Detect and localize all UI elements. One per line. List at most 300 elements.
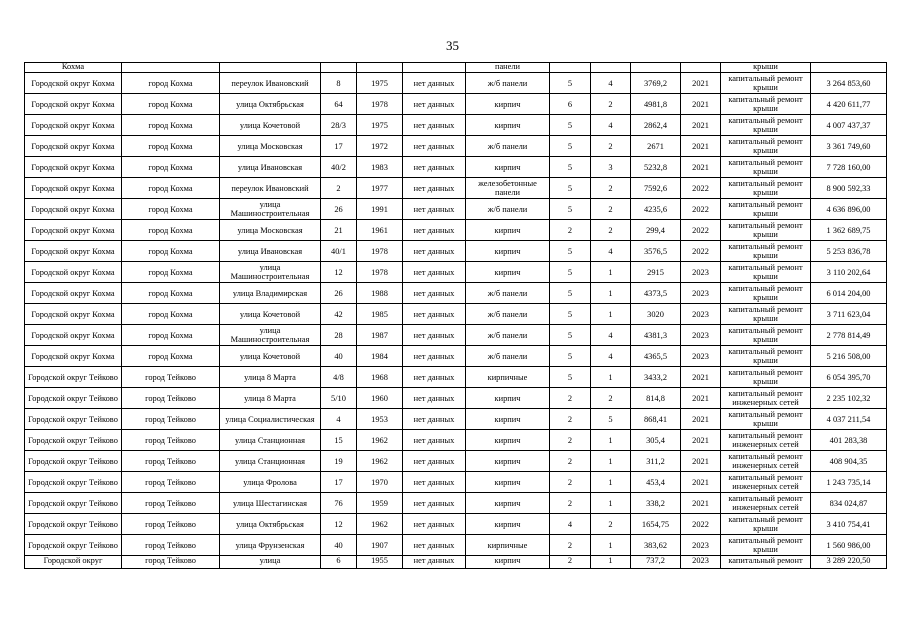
cell-street: улица Машиностроительная — [220, 325, 321, 346]
cell-municipality: Городской округ Кохма — [25, 136, 122, 157]
cell-street: улица Владимирская — [220, 283, 321, 304]
table-row — [25, 472, 887, 493]
cell-street: улица Шестагинская — [220, 493, 321, 514]
cell-settlement: город Кохма — [122, 241, 220, 262]
cell-entrances: 2 — [591, 94, 631, 115]
cell-repair-year: 2023 — [681, 262, 721, 283]
cell-wall-material: железобетонные панели — [466, 178, 550, 199]
cell-wall-material: ж/б панели — [466, 73, 550, 94]
cell-cost: 5 253 836,78 — [811, 241, 887, 262]
cell-work-type: капитальный ремонт крыши — [721, 73, 811, 94]
cell-work-type: капитальный ремонт крыши — [721, 535, 811, 556]
cell-year-built: 1988 — [357, 283, 403, 304]
cell-cost: 1 362 689,75 — [811, 220, 887, 241]
cell-cost: 6 014 204,00 — [811, 283, 887, 304]
cell-house-number: 40 — [321, 535, 357, 556]
cell-house-number — [321, 63, 357, 73]
cell-settlement: город Тейково — [122, 472, 220, 493]
table-row — [25, 63, 887, 73]
cell-settlement: город Кохма — [122, 304, 220, 325]
cell-street: улица Машиностроительная — [220, 199, 321, 220]
cell-street: улица Кочетовой — [220, 304, 321, 325]
cell-area: 2915 — [631, 262, 681, 283]
cell-work-type: капитальный ремонт крыши — [721, 304, 811, 325]
cell-info-status: нет данных — [403, 493, 466, 514]
cell-repair-year: 2021 — [681, 157, 721, 178]
table-row — [25, 535, 887, 556]
cell-floors: 2 — [550, 220, 591, 241]
cell-street: улица 8 Марта — [220, 388, 321, 409]
cell-house-number: 17 — [321, 136, 357, 157]
cell-work-type: капитальный ремонт крыши — [721, 325, 811, 346]
cell-year-built — [357, 63, 403, 73]
cell-info-status: нет данных — [403, 241, 466, 262]
cell-year-built: 1961 — [357, 220, 403, 241]
cell-work-type: капитальный ремонт крыши — [721, 514, 811, 535]
cell-cost: 4 037 211,54 — [811, 409, 887, 430]
cell-floors: 5 — [550, 199, 591, 220]
cell-cost: 2 778 814,49 — [811, 325, 887, 346]
cell-floors: 2 — [550, 493, 591, 514]
cell-cost — [811, 63, 887, 73]
cell-municipality: Городской округ Кохма — [25, 262, 122, 283]
cell-house-number: 26 — [321, 283, 357, 304]
cell-entrances: 4 — [591, 346, 631, 367]
cell-info-status: нет данных — [403, 472, 466, 493]
cell-area: 868,41 — [631, 409, 681, 430]
cell-floors: 6 — [550, 94, 591, 115]
cell-municipality: Городской округ Тейково — [25, 388, 122, 409]
cell-wall-material: кирпич — [466, 115, 550, 136]
cell-entrances: 1 — [591, 304, 631, 325]
cell-repair-year: 2023 — [681, 535, 721, 556]
cell-year-built: 1991 — [357, 199, 403, 220]
cell-repair-year: 2022 — [681, 514, 721, 535]
cell-wall-material: панели — [466, 63, 550, 73]
cell-info-status: нет данных — [403, 199, 466, 220]
cell-year-built: 1960 — [357, 388, 403, 409]
cell-settlement: город Тейково — [122, 430, 220, 451]
cell-settlement: город Тейково — [122, 514, 220, 535]
cell-municipality: Городской округ Кохма — [25, 346, 122, 367]
cell-floors — [550, 63, 591, 73]
cell-floors: 5 — [550, 367, 591, 388]
table-row — [25, 346, 887, 367]
cell-entrances: 4 — [591, 115, 631, 136]
cell-wall-material: ж/б панели — [466, 346, 550, 367]
cell-work-type: капитальный ремонт инженерных сетей — [721, 388, 811, 409]
cell-entrances: 1 — [591, 556, 631, 569]
cell-floors: 5 — [550, 325, 591, 346]
cell-area: 1654,75 — [631, 514, 681, 535]
cell-floors: 5 — [550, 157, 591, 178]
cell-year-built: 1985 — [357, 304, 403, 325]
cell-wall-material: кирпич — [466, 94, 550, 115]
cell-repair-year: 2021 — [681, 73, 721, 94]
cell-area: 3576,5 — [631, 241, 681, 262]
cell-entrances: 2 — [591, 136, 631, 157]
cell-municipality: Городской округ Тейково — [25, 493, 122, 514]
cell-floors: 2 — [550, 409, 591, 430]
cell-area: 4235,6 — [631, 199, 681, 220]
cell-entrances: 2 — [591, 178, 631, 199]
cell-info-status: нет данных — [403, 157, 466, 178]
cell-repair-year: 2021 — [681, 367, 721, 388]
cell-area: 311,2 — [631, 451, 681, 472]
cell-wall-material: кирпич — [466, 472, 550, 493]
cell-work-type: капитальный ремонт крыши — [721, 220, 811, 241]
cell-work-type: капитальный ремонт инженерных сетей — [721, 451, 811, 472]
cell-street: улица Кочетовой — [220, 115, 321, 136]
cell-settlement: город Кохма — [122, 73, 220, 94]
cell-info-status: нет данных — [403, 514, 466, 535]
cell-settlement: город Тейково — [122, 409, 220, 430]
cell-work-type: капитальный ремонт крыши — [721, 262, 811, 283]
cell-floors: 4 — [550, 514, 591, 535]
cell-repair-year: 2022 — [681, 178, 721, 199]
cell-wall-material: кирпич — [466, 451, 550, 472]
cell-floors: 5 — [550, 241, 591, 262]
cell-work-type: капитальный ремонт крыши — [721, 136, 811, 157]
cell-entrances: 4 — [591, 73, 631, 94]
cell-entrances: 3 — [591, 157, 631, 178]
cell-house-number: 40/2 — [321, 157, 357, 178]
cell-settlement: город Тейково — [122, 535, 220, 556]
cell-house-number: 21 — [321, 220, 357, 241]
cell-wall-material: кирпич — [466, 409, 550, 430]
cell-floors: 2 — [550, 556, 591, 569]
cell-settlement: город Кохма — [122, 157, 220, 178]
cell-house-number: 4 — [321, 409, 357, 430]
cell-settlement: город Кохма — [122, 346, 220, 367]
table-row — [25, 94, 887, 115]
table-row — [25, 451, 887, 472]
cell-house-number: 40/1 — [321, 241, 357, 262]
cell-repair-year: 2022 — [681, 241, 721, 262]
cell-street: улица Московская — [220, 136, 321, 157]
cell-municipality: Городской округ Кохма — [25, 178, 122, 199]
cell-municipality: Городской округ Кохма — [25, 115, 122, 136]
cell-year-built: 1953 — [357, 409, 403, 430]
cell-cost: 3 110 202,64 — [811, 262, 887, 283]
cell-work-type: крыши — [721, 63, 811, 73]
cell-wall-material: кирпич — [466, 241, 550, 262]
cell-street: улица Кочетовой — [220, 346, 321, 367]
cell-repair-year — [681, 63, 721, 73]
cell-repair-year: 2021 — [681, 430, 721, 451]
cell-wall-material: кирпичные — [466, 367, 550, 388]
cell-area: 338,2 — [631, 493, 681, 514]
cell-street: улица Московская — [220, 220, 321, 241]
cell-settlement: город Кохма — [122, 325, 220, 346]
cell-settlement: город Тейково — [122, 493, 220, 514]
cell-municipality: Городской округ Тейково — [25, 514, 122, 535]
cell-house-number: 28/3 — [321, 115, 357, 136]
cell-house-number: 12 — [321, 262, 357, 283]
cell-work-type: капитальный ремонт крыши — [721, 199, 811, 220]
cell-year-built: 1962 — [357, 430, 403, 451]
cell-work-type: капитальный ремонт крыши — [721, 115, 811, 136]
cell-info-status: нет данных — [403, 367, 466, 388]
cell-cost: 3 711 623,04 — [811, 304, 887, 325]
cell-info-status: нет данных — [403, 430, 466, 451]
cell-floors: 5 — [550, 115, 591, 136]
cell-settlement: город Кохма — [122, 94, 220, 115]
table-row — [25, 262, 887, 283]
cell-cost: 1 560 986,00 — [811, 535, 887, 556]
cell-wall-material: ж/б панели — [466, 136, 550, 157]
cell-wall-material: кирпич — [466, 262, 550, 283]
cell-entrances: 1 — [591, 535, 631, 556]
cell-area: 3433,2 — [631, 367, 681, 388]
cell-wall-material: кирпич — [466, 388, 550, 409]
cell-house-number: 64 — [321, 94, 357, 115]
cell-year-built: 1968 — [357, 367, 403, 388]
cell-area: 2862,4 — [631, 115, 681, 136]
cell-repair-year: 2021 — [681, 409, 721, 430]
cell-entrances: 2 — [591, 514, 631, 535]
cell-entrances: 1 — [591, 262, 631, 283]
cell-floors: 5 — [550, 346, 591, 367]
cell-settlement: город Кохма — [122, 178, 220, 199]
cell-info-status — [403, 63, 466, 73]
cell-house-number: 28 — [321, 325, 357, 346]
cell-repair-year: 2021 — [681, 388, 721, 409]
cell-cost: 4 636 896,00 — [811, 199, 887, 220]
table-row — [25, 241, 887, 262]
table-row — [25, 388, 887, 409]
table-row — [25, 430, 887, 451]
cell-work-type: капитальный ремонт крыши — [721, 346, 811, 367]
cell-repair-year: 2021 — [681, 493, 721, 514]
cell-wall-material: кирпич — [466, 430, 550, 451]
cell-entrances: 1 — [591, 430, 631, 451]
cell-cost: 4 007 437,37 — [811, 115, 887, 136]
cell-year-built: 1975 — [357, 115, 403, 136]
cell-area: 305,4 — [631, 430, 681, 451]
table-row — [25, 115, 887, 136]
cell-info-status: нет данных — [403, 94, 466, 115]
cell-settlement: город Тейково — [122, 367, 220, 388]
cell-year-built: 1983 — [357, 157, 403, 178]
cell-municipality: Городской округ Кохма — [25, 157, 122, 178]
cell-year-built: 1962 — [357, 451, 403, 472]
cell-area: 5232,8 — [631, 157, 681, 178]
cell-work-type: капитальный ремонт крыши — [721, 94, 811, 115]
cell-repair-year: 2023 — [681, 325, 721, 346]
cell-info-status: нет данных — [403, 409, 466, 430]
cell-house-number: 15 — [321, 430, 357, 451]
cell-municipality: Городской округ Кохма — [25, 304, 122, 325]
cell-year-built: 1970 — [357, 472, 403, 493]
cell-floors: 2 — [550, 472, 591, 493]
cell-area: 299,4 — [631, 220, 681, 241]
table-row — [25, 367, 887, 388]
cell-settlement: город Кохма — [122, 283, 220, 304]
cell-work-type: капитальный ремонт крыши — [721, 241, 811, 262]
cell-municipality: Кохма — [25, 63, 122, 73]
cell-entrances: 1 — [591, 283, 631, 304]
cell-entrances: 1 — [591, 472, 631, 493]
cell-cost: 3 410 754,41 — [811, 514, 887, 535]
cell-house-number: 4/8 — [321, 367, 357, 388]
cell-work-type: капитальный ремонт инженерных сетей — [721, 493, 811, 514]
cell-info-status: нет данных — [403, 451, 466, 472]
cell-repair-year: 2023 — [681, 304, 721, 325]
cell-repair-year: 2021 — [681, 94, 721, 115]
cell-street: улица Станционная — [220, 451, 321, 472]
table-row — [25, 199, 887, 220]
cell-street: улица Октябрьская — [220, 94, 321, 115]
cell-area — [631, 63, 681, 73]
cell-year-built: 1984 — [357, 346, 403, 367]
cell-house-number: 6 — [321, 556, 357, 569]
cell-settlement: город Тейково — [122, 388, 220, 409]
cell-year-built: 1978 — [357, 241, 403, 262]
cell-cost: 408 904,35 — [811, 451, 887, 472]
cell-entrances: 2 — [591, 388, 631, 409]
cell-repair-year: 2021 — [681, 451, 721, 472]
cell-entrances: 4 — [591, 325, 631, 346]
cell-info-status: нет данных — [403, 556, 466, 569]
table-row — [25, 73, 887, 94]
table-row — [25, 493, 887, 514]
cell-house-number: 8 — [321, 73, 357, 94]
cell-cost: 2 235 102,32 — [811, 388, 887, 409]
cell-area: 737,2 — [631, 556, 681, 569]
cell-area: 3020 — [631, 304, 681, 325]
cell-area: 453,4 — [631, 472, 681, 493]
cell-work-type: капитальный ремонт — [721, 556, 811, 569]
cell-municipality: Городской округ Кохма — [25, 73, 122, 94]
table-row — [25, 556, 887, 569]
cell-info-status: нет данных — [403, 283, 466, 304]
cell-house-number: 76 — [321, 493, 357, 514]
cell-street: переулок Ивановский — [220, 73, 321, 94]
cell-work-type: капитальный ремонт крыши — [721, 157, 811, 178]
table-row — [25, 178, 887, 199]
cell-street: улица Ивановская — [220, 157, 321, 178]
cell-repair-year: 2022 — [681, 199, 721, 220]
cell-street: переулок Ивановский — [220, 178, 321, 199]
cell-settlement: город Кохма — [122, 136, 220, 157]
cell-municipality: Городской округ Тейково — [25, 451, 122, 472]
cell-year-built: 1955 — [357, 556, 403, 569]
cell-entrances: 1 — [591, 451, 631, 472]
cell-info-status: нет данных — [403, 388, 466, 409]
cell-wall-material: кирпич — [466, 514, 550, 535]
cell-house-number: 26 — [321, 199, 357, 220]
cell-area: 4365,5 — [631, 346, 681, 367]
cell-municipality: Городской округ Кохма — [25, 220, 122, 241]
cell-street: улица Фролова — [220, 472, 321, 493]
cell-house-number: 2 — [321, 178, 357, 199]
cell-street: улица Машиностроительная — [220, 262, 321, 283]
cell-municipality: Городской округ Тейково — [25, 430, 122, 451]
cell-area: 814,8 — [631, 388, 681, 409]
cell-repair-year: 2021 — [681, 115, 721, 136]
cell-entrances — [591, 63, 631, 73]
table-row — [25, 136, 887, 157]
cell-floors: 2 — [550, 388, 591, 409]
cell-repair-year: 2021 — [681, 472, 721, 493]
table-row — [25, 283, 887, 304]
cell-settlement: город Тейково — [122, 451, 220, 472]
cell-floors: 5 — [550, 178, 591, 199]
cell-street: улица Октябрьская — [220, 514, 321, 535]
cell-settlement: город Кохма — [122, 220, 220, 241]
cell-municipality: Городской округ Кохма — [25, 283, 122, 304]
table-row — [25, 220, 887, 241]
cell-repair-year: 2023 — [681, 556, 721, 569]
cell-cost: 4 420 611,77 — [811, 94, 887, 115]
cell-wall-material: кирпич — [466, 157, 550, 178]
cell-work-type: капитальный ремонт крыши — [721, 409, 811, 430]
cell-wall-material: кирпичные — [466, 535, 550, 556]
cell-info-status: нет данных — [403, 535, 466, 556]
cell-street: улица Ивановская — [220, 241, 321, 262]
cell-year-built: 1975 — [357, 73, 403, 94]
cell-info-status: нет данных — [403, 325, 466, 346]
cell-area: 383,62 — [631, 535, 681, 556]
cell-street — [220, 63, 321, 73]
cell-info-status: нет данных — [403, 136, 466, 157]
cell-house-number: 19 — [321, 451, 357, 472]
page-number: 35 — [446, 38, 459, 53]
cell-street: улица — [220, 556, 321, 569]
cell-area: 4381,3 — [631, 325, 681, 346]
cell-wall-material: ж/б панели — [466, 304, 550, 325]
cell-info-status: нет данных — [403, 262, 466, 283]
cell-work-type: капитальный ремонт крыши — [721, 178, 811, 199]
cell-cost: 3 361 749,60 — [811, 136, 887, 157]
cell-entrances: 2 — [591, 199, 631, 220]
cell-year-built: 1987 — [357, 325, 403, 346]
cell-entrances: 1 — [591, 493, 631, 514]
cell-floors: 2 — [550, 430, 591, 451]
cell-cost: 1 243 735,14 — [811, 472, 887, 493]
cell-cost: 3 264 853,60 — [811, 73, 887, 94]
cell-cost: 7 728 160,00 — [811, 157, 887, 178]
cell-floors: 5 — [550, 283, 591, 304]
cell-floors: 2 — [550, 535, 591, 556]
cell-settlement — [122, 63, 220, 73]
cell-house-number: 42 — [321, 304, 357, 325]
cell-repair-year: 2021 — [681, 136, 721, 157]
cell-floors: 5 — [550, 136, 591, 157]
cell-area: 3769,2 — [631, 73, 681, 94]
cell-year-built: 1978 — [357, 94, 403, 115]
cell-wall-material: кирпич — [466, 493, 550, 514]
cell-work-type: капитальный ремонт крыши — [721, 367, 811, 388]
cell-entrances: 1 — [591, 367, 631, 388]
cell-cost: 8 900 592,33 — [811, 178, 887, 199]
cell-area: 7592,6 — [631, 178, 681, 199]
cell-settlement: город Кохма — [122, 199, 220, 220]
housing-repair-table — [24, 62, 887, 569]
cell-wall-material: ж/б панели — [466, 283, 550, 304]
cell-year-built: 1959 — [357, 493, 403, 514]
table-row — [25, 304, 887, 325]
cell-municipality: Городской округ Тейково — [25, 367, 122, 388]
cell-info-status: нет данных — [403, 304, 466, 325]
cell-area: 4981,8 — [631, 94, 681, 115]
cell-cost: 3 289 220,50 — [811, 556, 887, 569]
cell-year-built: 1907 — [357, 535, 403, 556]
cell-cost: 5 216 508,00 — [811, 346, 887, 367]
cell-repair-year: 2023 — [681, 346, 721, 367]
cell-info-status: нет данных — [403, 178, 466, 199]
